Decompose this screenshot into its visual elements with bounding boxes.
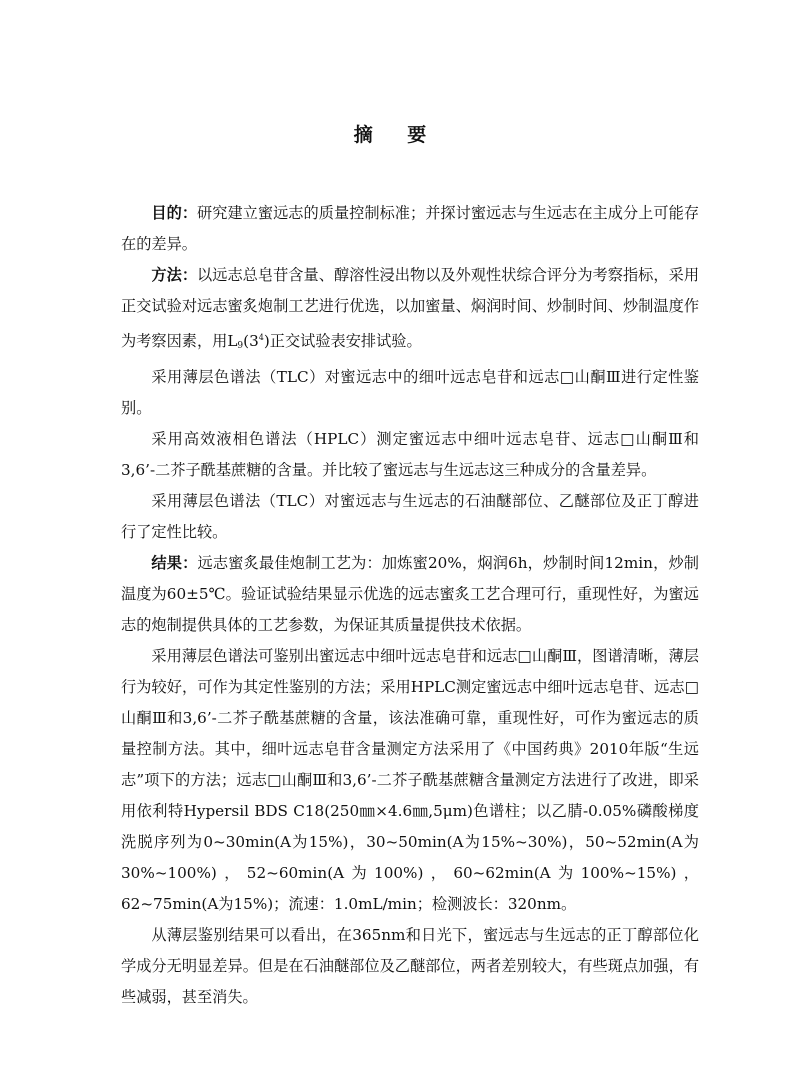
objective-paragraph bbox=[121, 198, 699, 260]
method-superscript: 4 bbox=[258, 333, 264, 342]
abstract-body bbox=[121, 198, 699, 1013]
result-paragraph bbox=[121, 548, 699, 641]
method-lead: 方法： bbox=[151, 266, 198, 284]
page-title: 摘 要 bbox=[353, 124, 441, 146]
method-text-b: (3 bbox=[243, 332, 259, 350]
method-subscript: 9 bbox=[237, 341, 244, 351]
result-detail-paragraph: 采用薄层色谱法可鉴别出蜜远志中细叶远志皂苷和远志□山酮Ⅲ，图谱清晰，薄层行为较好，可作为其定性鉴别的方法；采用HPLC测定蜜远志中细叶远志皂苷、远志□山酮Ⅲ和3,6’-二芥子酰基蔗糖的含量，该法准确可靠，重现性好，可作为蜜远志的质量控制方法。其中，细叶远志皂苷含量测定方法采用了《中国药典》2010年版“生远志”项下的方法；远志□山酮Ⅲ和3,6’-二芥子酰基蔗糖含量测定方法进行了改进，即采用依利特Hypersil BDS C18(250㎜×4.6㎜,5μm)色谱柱；以乙腈-0.05%磷酸梯度洗脱序列为0~30min(A为15%)，30~50min(A为15%~30%)，50~52min(A为30%~100%)，52~60min(A为100%)，60~62min(A为100%~15%)，62~75min(A为15%)；流速：1.0mL/min；检测波长：320nm。 bbox=[121, 647, 699, 913]
method-text-a: 以远志总皂苷含量、醇溶性浸出物以及外观性状综合评分为考察指标，采用正交试验对远志蜜炙炮制工艺进行优选，以加蜜量、焖润时间、炒制时间、炒制温度作为考察因素，用L bbox=[121, 266, 700, 350]
result-lead: 结果： bbox=[151, 554, 198, 572]
method-text-c: )正交试验表安排试验。 bbox=[263, 332, 422, 350]
result-text: 远志蜜炙最佳炮制工艺为：加炼蜜20%，焖润6h，炒制时间12min，炒制温度为60±5℃。验证试验结果显示优选的远志蜜炙工艺合理可行，重现性好，为蜜远志的炮制提供具体的工艺参数，为保证其质量提供技术依据。 bbox=[121, 554, 699, 634]
method-paragraph bbox=[121, 260, 699, 362]
hplc-paragraph: 采用高效液相色谱法（HPLC）测定蜜远志中细叶远志皂苷、远志□山酮Ⅲ和3,6’-二芥子酰基蔗糖的含量。并比较了蜜远志与生远志这三种成分的含量差异。 bbox=[121, 430, 699, 479]
tlc-identification-paragraph: 采用薄层色谱法（TLC）对蜜远志中的细叶远志皂苷和远志□山酮Ⅲ进行定性鉴别。 bbox=[121, 368, 699, 417]
objective-lead: 目的： bbox=[151, 204, 198, 222]
objective-text: 研究建立蜜远志的质量控制标准；并探讨蜜远志与生远志在主成分上可能存在的差异。 bbox=[121, 204, 700, 253]
conclusion-paragraph: 从薄层鉴别结果可以看出，在365nm和日光下，蜜远志与生远志的正丁醇部位化学成分无明显差异。但是在石油醚部位及乙醚部位，两者差别较大，有些斑点加强，有些减弱，甚至消失。 bbox=[121, 926, 699, 1006]
tlc-comparison-paragraph: 采用薄层色谱法（TLC）对蜜远志与生远志的石油醚部位、乙醚部位及正丁醇进行了定性比较。 bbox=[121, 492, 699, 541]
